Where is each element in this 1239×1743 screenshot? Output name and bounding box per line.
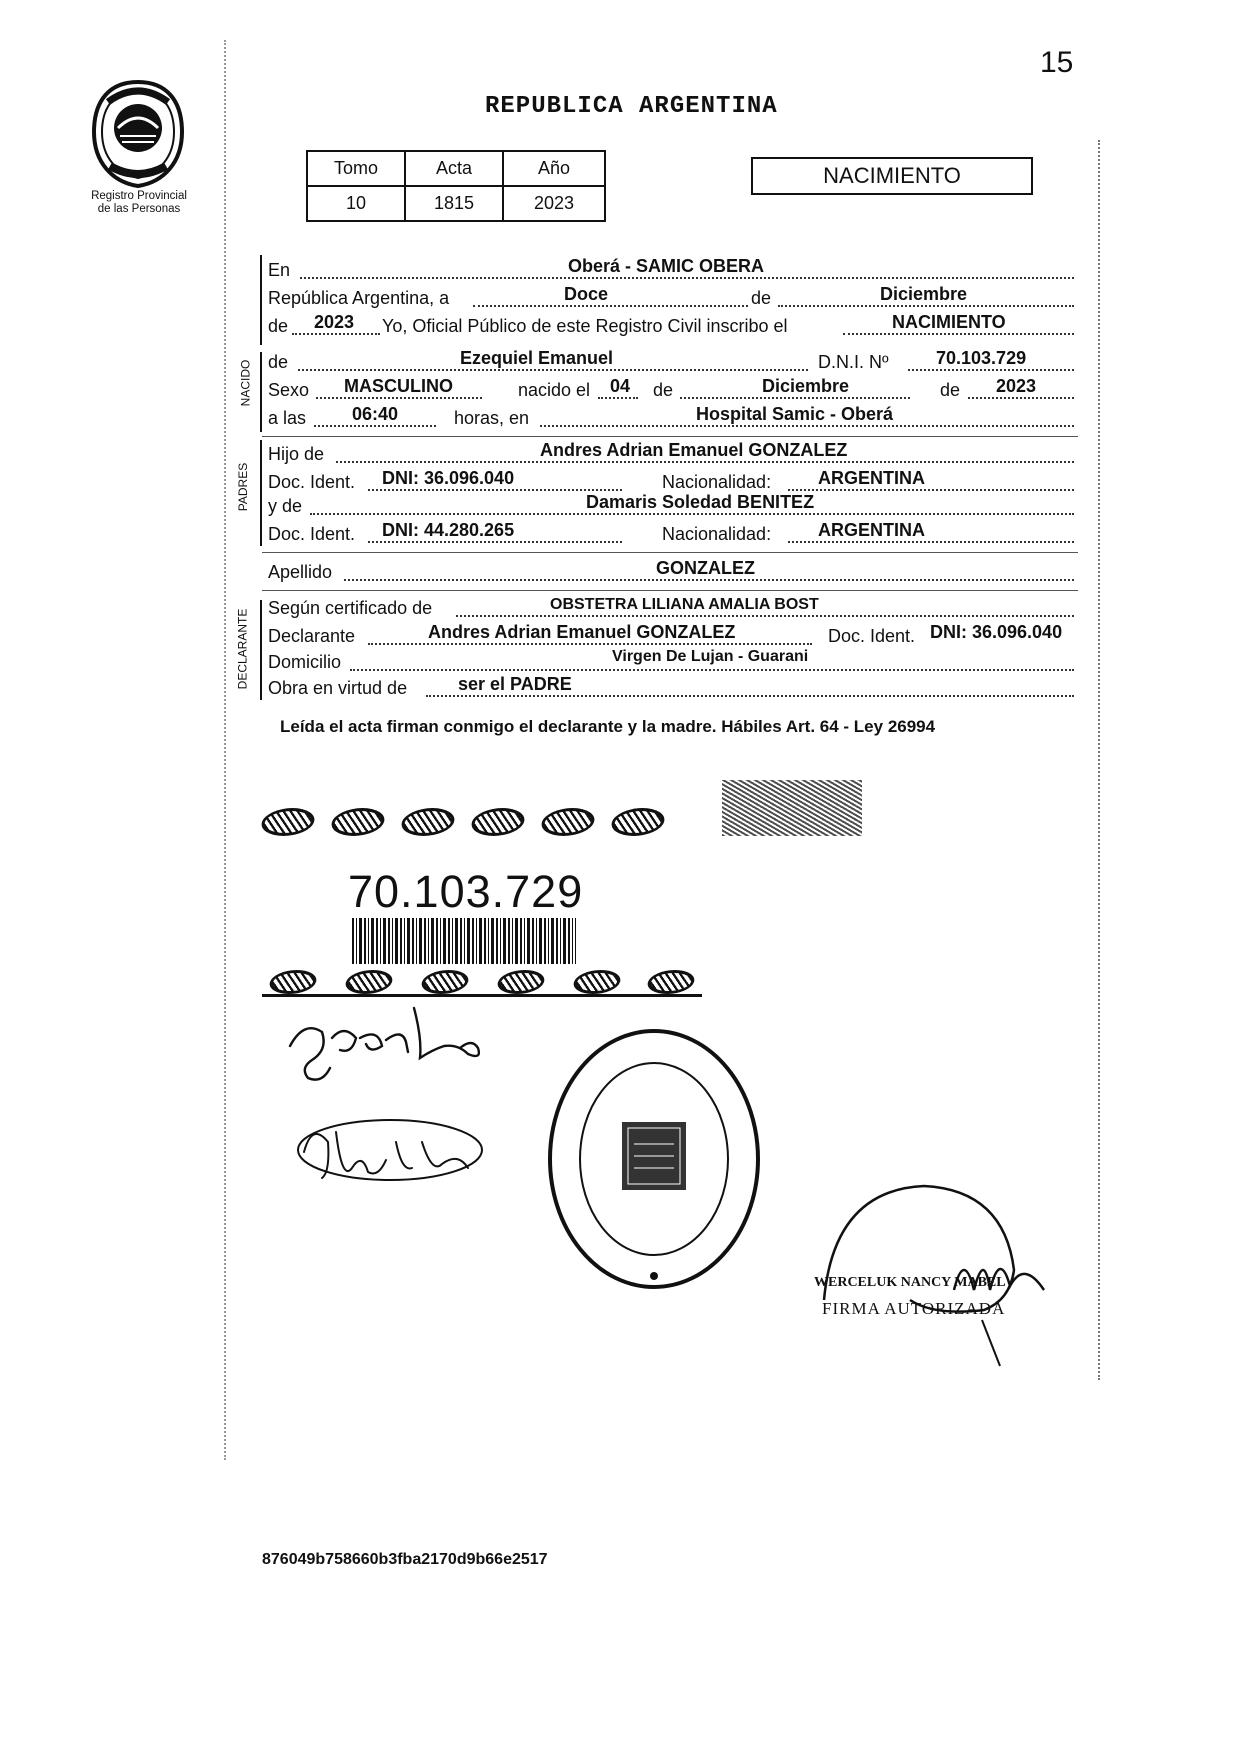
value-dia-nacido: 04 [610, 376, 631, 396]
security-r-mark [537, 808, 598, 836]
registry-label-line1: Registro Provincial [91, 190, 187, 202]
value-madre-nac: ARGENTINA [818, 520, 925, 540]
security-r-mark [327, 808, 388, 836]
label-nac-madre: Nacionalidad: [662, 524, 772, 544]
security-r-mark [494, 970, 548, 994]
dots [350, 669, 1074, 671]
dots [426, 695, 1074, 697]
security-r-mark [607, 808, 668, 836]
section-label-nacido: NACIDO [238, 359, 253, 407]
label-doc-madre: Doc. Ident. [268, 524, 356, 544]
security-r-mark [397, 808, 458, 836]
value-tomo: 10 [307, 186, 405, 221]
row-en [268, 256, 1076, 286]
value-lugar: Hospital Samic - Oberá [696, 404, 894, 424]
value-anio-nacido: 2023 [996, 376, 1037, 396]
left-border-declarante [260, 600, 262, 700]
value-certificado: OBSTETRA LILIANA AMALIA BOST [550, 596, 819, 613]
section-label-declarante: DECLARANTE [235, 608, 250, 690]
scan-edge-marks-left [224, 40, 228, 1460]
label-hijo-de: Hijo de [268, 444, 325, 464]
record-table-header-row [307, 151, 605, 186]
header-anio: Año [503, 151, 605, 186]
value-en: Oberá - SAMIC OBERA [568, 256, 765, 276]
row-madre-doc [268, 520, 1076, 550]
row-nacido-hora [268, 404, 1076, 434]
security-r-mark [467, 808, 528, 836]
registry-label-line2: de las Personas [97, 203, 181, 215]
security-marks-row [262, 800, 862, 840]
record-type-box: NACIMIENTO [751, 157, 1033, 195]
record-table [306, 150, 606, 222]
dots [298, 369, 808, 371]
security-underline [262, 994, 702, 997]
dots [310, 513, 1074, 515]
section-divider [262, 436, 1078, 437]
row-fecha [268, 284, 1076, 314]
signature-declarante [282, 998, 512, 1088]
label-doc-declarante: Doc. Ident. [828, 626, 916, 646]
label-certificado: Según certificado de [268, 598, 433, 618]
dots [456, 615, 1074, 617]
label-de-nacido: de [268, 352, 289, 372]
security-r-mark [418, 970, 472, 994]
label-a-las: a las [268, 408, 307, 428]
value-mes: Diciembre [880, 284, 968, 304]
dots [368, 489, 622, 491]
row-inscribo [268, 312, 1076, 342]
label-virtud: Obra en virtud de [268, 678, 408, 698]
value-mes-nacido: Diciembre [762, 376, 850, 396]
row-certificado [268, 598, 1076, 624]
row-nacido-sexo [268, 376, 1076, 406]
label-de-mes: de [653, 380, 674, 400]
row-madre [268, 492, 1076, 522]
value-nombre: Ezequiel Emanuel [460, 348, 614, 368]
dots [788, 541, 1074, 543]
registry-label [60, 190, 218, 216]
dots [968, 397, 1074, 399]
document-title: REPUBLICA ARGENTINA [485, 93, 778, 120]
dots [300, 277, 1074, 279]
label-de-anio: de [940, 380, 961, 400]
dots [473, 305, 748, 307]
page-number: 15 [1040, 46, 1074, 79]
value-dni-nacido: 70.103.729 [936, 348, 1027, 368]
dots [336, 461, 1074, 463]
dots [316, 397, 482, 399]
security-r-mark [266, 970, 320, 994]
label-dni: D.N.I. Nº [818, 352, 889, 372]
official-oval-stamp [544, 1024, 764, 1294]
section-divider [262, 590, 1078, 591]
value-madre-doc: DNI: 44.280.265 [382, 520, 515, 540]
label-domicilio: Domicilio [268, 652, 342, 672]
dots [344, 579, 1074, 581]
security-r-mark [257, 808, 318, 836]
dots [680, 397, 910, 399]
left-border-general [260, 255, 262, 345]
value-padre: Andres Adrian Emanuel GONZALEZ [540, 440, 848, 460]
label-sexo: Sexo [268, 380, 310, 400]
dots [292, 333, 380, 335]
left-border-nacido [260, 352, 262, 432]
signature-official [814, 1150, 1074, 1370]
value-virtud: ser el PADRE [458, 674, 572, 694]
value-domicilio: Virgen De Lujan - Guarani [612, 648, 809, 665]
row-padre [268, 440, 1076, 470]
signature-madre [292, 1112, 492, 1192]
row-virtud [268, 674, 1076, 704]
row-apellido [268, 558, 1076, 588]
dots [598, 397, 638, 399]
row-nacido-nombre [268, 348, 1076, 378]
value-padre-nac: ARGENTINA [818, 468, 925, 488]
row-domicilio [268, 648, 1076, 678]
label-horas-en: horas, en [454, 408, 530, 428]
closing-note: Leída el acta firman conmigo el declarante y la madre. Hábiles Art. 64 - Ley 26994 [280, 717, 936, 736]
value-hora: 06:40 [352, 404, 399, 424]
header-tomo: Tomo [307, 151, 405, 186]
value-madre: Damaris Soledad BENITEZ [586, 492, 815, 512]
value-dia: Doce [564, 284, 609, 304]
dni-large-number: 70.103.729 [348, 866, 584, 917]
official-name: WERCELUK NANCY MABEL [814, 1275, 1006, 1290]
label-de2: de [268, 316, 289, 336]
label-nac-padre: Nacionalidad: [662, 472, 772, 492]
label-inscribo: Yo, Oficial Público de este Registro Civil inscribo el [382, 316, 788, 336]
security-r-mark [342, 970, 396, 994]
dots [314, 425, 436, 427]
dots [788, 489, 1074, 491]
value-anio: 2023 [503, 186, 605, 221]
security-marks-row-2 [262, 968, 702, 1000]
value-anio-general: 2023 [314, 312, 355, 332]
record-table-value-row [307, 186, 605, 221]
dots [540, 425, 1074, 427]
firma-autorizada: FIRMA AUTORIZADA [822, 1299, 1006, 1318]
document-hash: 876049b758660b3fba2170d9b66e2517 [262, 1551, 548, 1568]
label-y-de: y de [268, 496, 303, 516]
label-en: En [268, 260, 291, 280]
value-padre-doc: DNI: 36.096.040 [382, 468, 515, 488]
security-r-mark [644, 970, 698, 994]
value-acta: 1815 [405, 186, 503, 221]
label-de: de [751, 288, 772, 308]
provincial-seal-logo [88, 78, 188, 190]
dots [368, 541, 622, 543]
dots [368, 643, 812, 645]
label-doc-padre: Doc. Ident. [268, 472, 356, 492]
label-apellido: Apellido [268, 562, 333, 582]
dots [778, 305, 1074, 307]
value-declarante: Andres Adrian Emanuel GONZALEZ [428, 622, 736, 642]
dots [843, 333, 1074, 335]
label-nacido-el: nacido el [518, 380, 591, 400]
security-hologram-pattern [722, 780, 862, 836]
section-label-padres: PADRES [236, 462, 251, 512]
scan-edge-marks [1098, 140, 1102, 1380]
value-sexo: MASCULINO [344, 376, 453, 396]
barcode [352, 918, 576, 964]
value-doc-declarante: DNI: 36.096.040 [930, 622, 1063, 642]
value-inscribo: NACIMIENTO [892, 312, 1006, 332]
label-republica: República Argentina, a [268, 288, 450, 308]
left-border-padres [260, 440, 262, 546]
header-acta: Acta [405, 151, 503, 186]
value-apellido: GONZALEZ [656, 558, 755, 578]
dots [908, 369, 1074, 371]
security-r-mark [570, 970, 624, 994]
section-divider [262, 552, 1078, 553]
label-declarante: Declarante [268, 626, 356, 646]
